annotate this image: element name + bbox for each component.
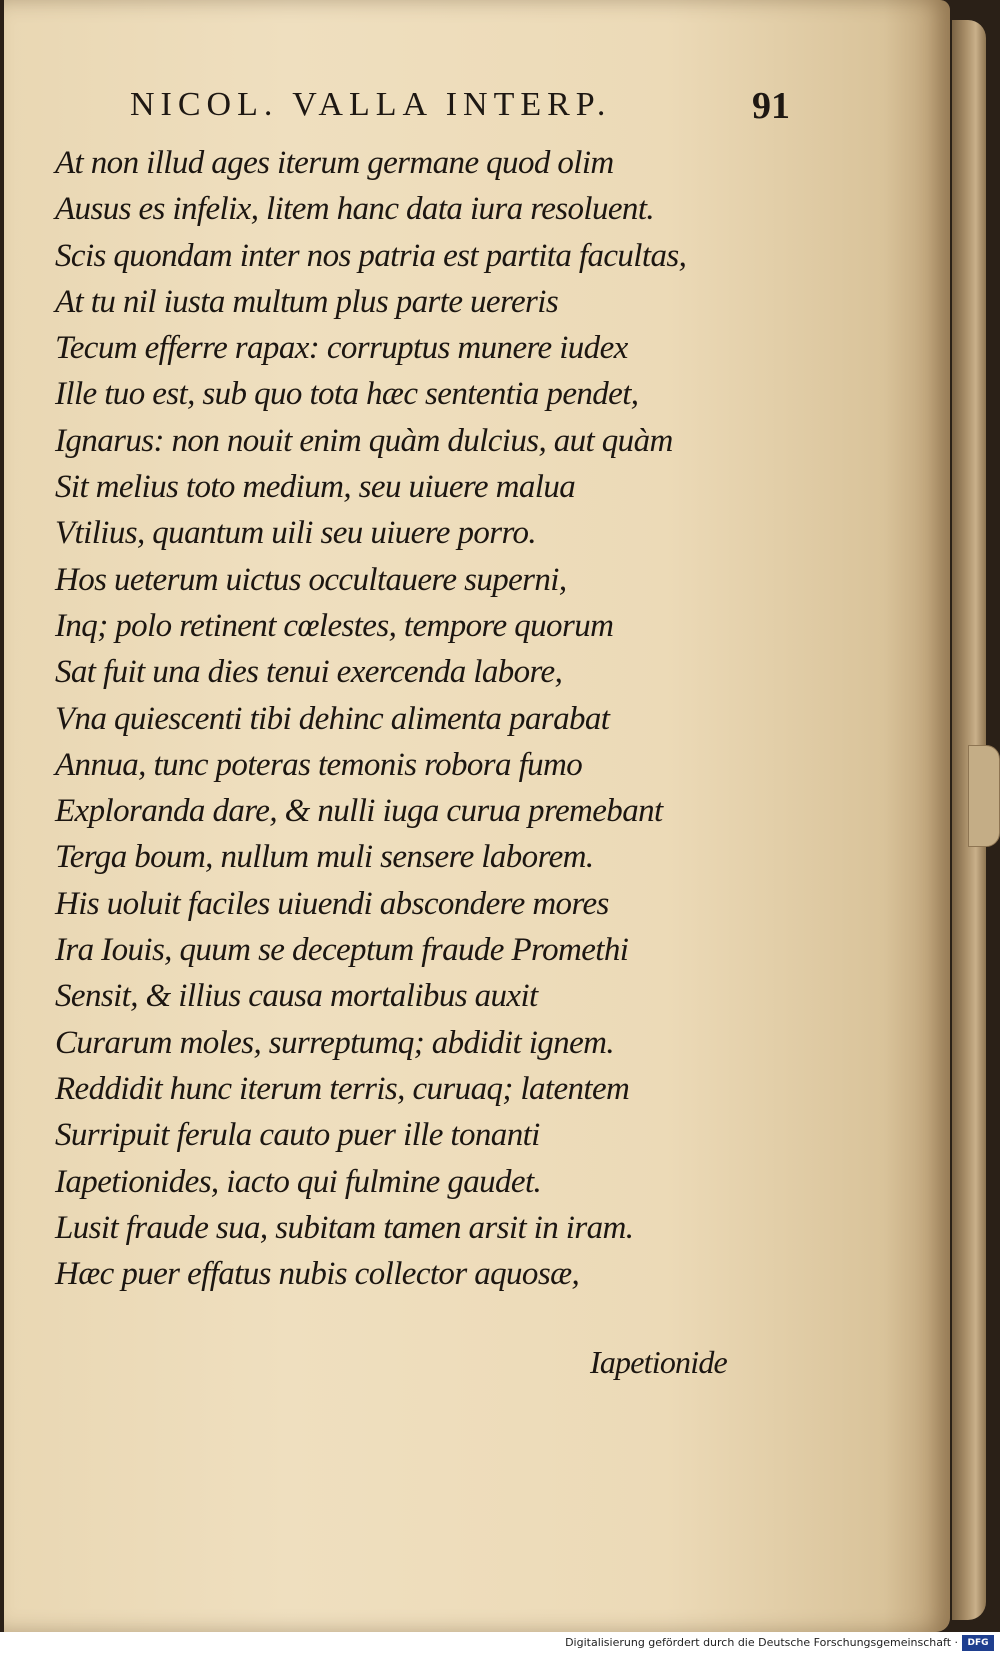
verse-line: Curarum moles, surreptumq; abdidit ignem. bbox=[55, 1024, 615, 1061]
verse-line: Inq; polo retinent cœlestes, tempore quorum bbox=[55, 607, 614, 644]
verse-line: Sat fuit una dies tenui exercenda labore, bbox=[55, 654, 563, 691]
verse-line: Exploranda dare, & nulli iuga curua premebant bbox=[55, 793, 663, 830]
verse-line: Reddidit hunc iterum terris, curuaq; latentem bbox=[55, 1070, 630, 1107]
verse-line: Surripuit ferula cauto puer ille tonanti bbox=[55, 1117, 540, 1154]
verse-line: Scis quondam inter nos patria est partita facultas, bbox=[55, 237, 687, 274]
funding-credit: Digitalisierung gefördert durch die Deutsche Forschungsgemeinschaft · bbox=[565, 1636, 958, 1649]
dfg-logo: DFG bbox=[962, 1635, 994, 1651]
verse-line: Sensit, & illius causa mortalibus auxit bbox=[55, 978, 538, 1015]
verse-line: At non illud ages iterum germane quod olim bbox=[55, 145, 614, 181]
verse-block bbox=[55, 140, 715, 1297]
show-through-text bbox=[704, 140, 984, 1390]
running-header bbox=[130, 86, 790, 128]
verse-line: Tecum efferre rapax: corruptus munere iudex bbox=[55, 330, 628, 367]
catchword: Iapetionide bbox=[590, 1344, 727, 1380]
verse-line: Ille tuo est, sub quo tota hæc sententia pendet, bbox=[55, 376, 639, 413]
verse-line: Sit melius toto medium, seu uiuere malua bbox=[55, 469, 576, 506]
running-title: NICOL. VALLA INTERP. bbox=[130, 86, 612, 123]
verse-line: Terga boum, nullum muli sensere laborem. bbox=[55, 839, 594, 876]
verse-line: Vna quiescenti tibi dehinc alimenta parabat bbox=[55, 700, 610, 737]
verse-line: Hæc puer effatus nubis collector aquosæ, bbox=[55, 1256, 580, 1293]
verse-line: At tu nil iusta multum plus parte uereris bbox=[55, 283, 559, 320]
verse-line: Iapetionides, iacto qui fulmine gaudet. bbox=[55, 1163, 542, 1200]
verse-line: Ausus es infelix, litem hanc data iura resoluent. bbox=[55, 191, 655, 228]
verse-line: Hos ueterum uictus occultauere superni, bbox=[55, 561, 567, 598]
digitization-footer bbox=[0, 1632, 1000, 1658]
page-number: 91 bbox=[752, 85, 790, 127]
verse-line: Vtilius, quantum uili seu uiuere porro. bbox=[55, 515, 537, 552]
verse-line: His uoluit faciles uiuendi abscondere mores bbox=[55, 885, 609, 922]
verse-line: Annua, tunc poteras temonis robora fumo bbox=[55, 746, 583, 783]
verse-line: Lusit fraude sua, subitam tamen arsit in iram. bbox=[55, 1209, 634, 1246]
verse-line: Ira Iouis, quum se deceptum fraude Promethi bbox=[55, 932, 629, 969]
verse-line: Ignarus: non nouit enim quàm dulcius, aut quàm bbox=[55, 422, 673, 459]
